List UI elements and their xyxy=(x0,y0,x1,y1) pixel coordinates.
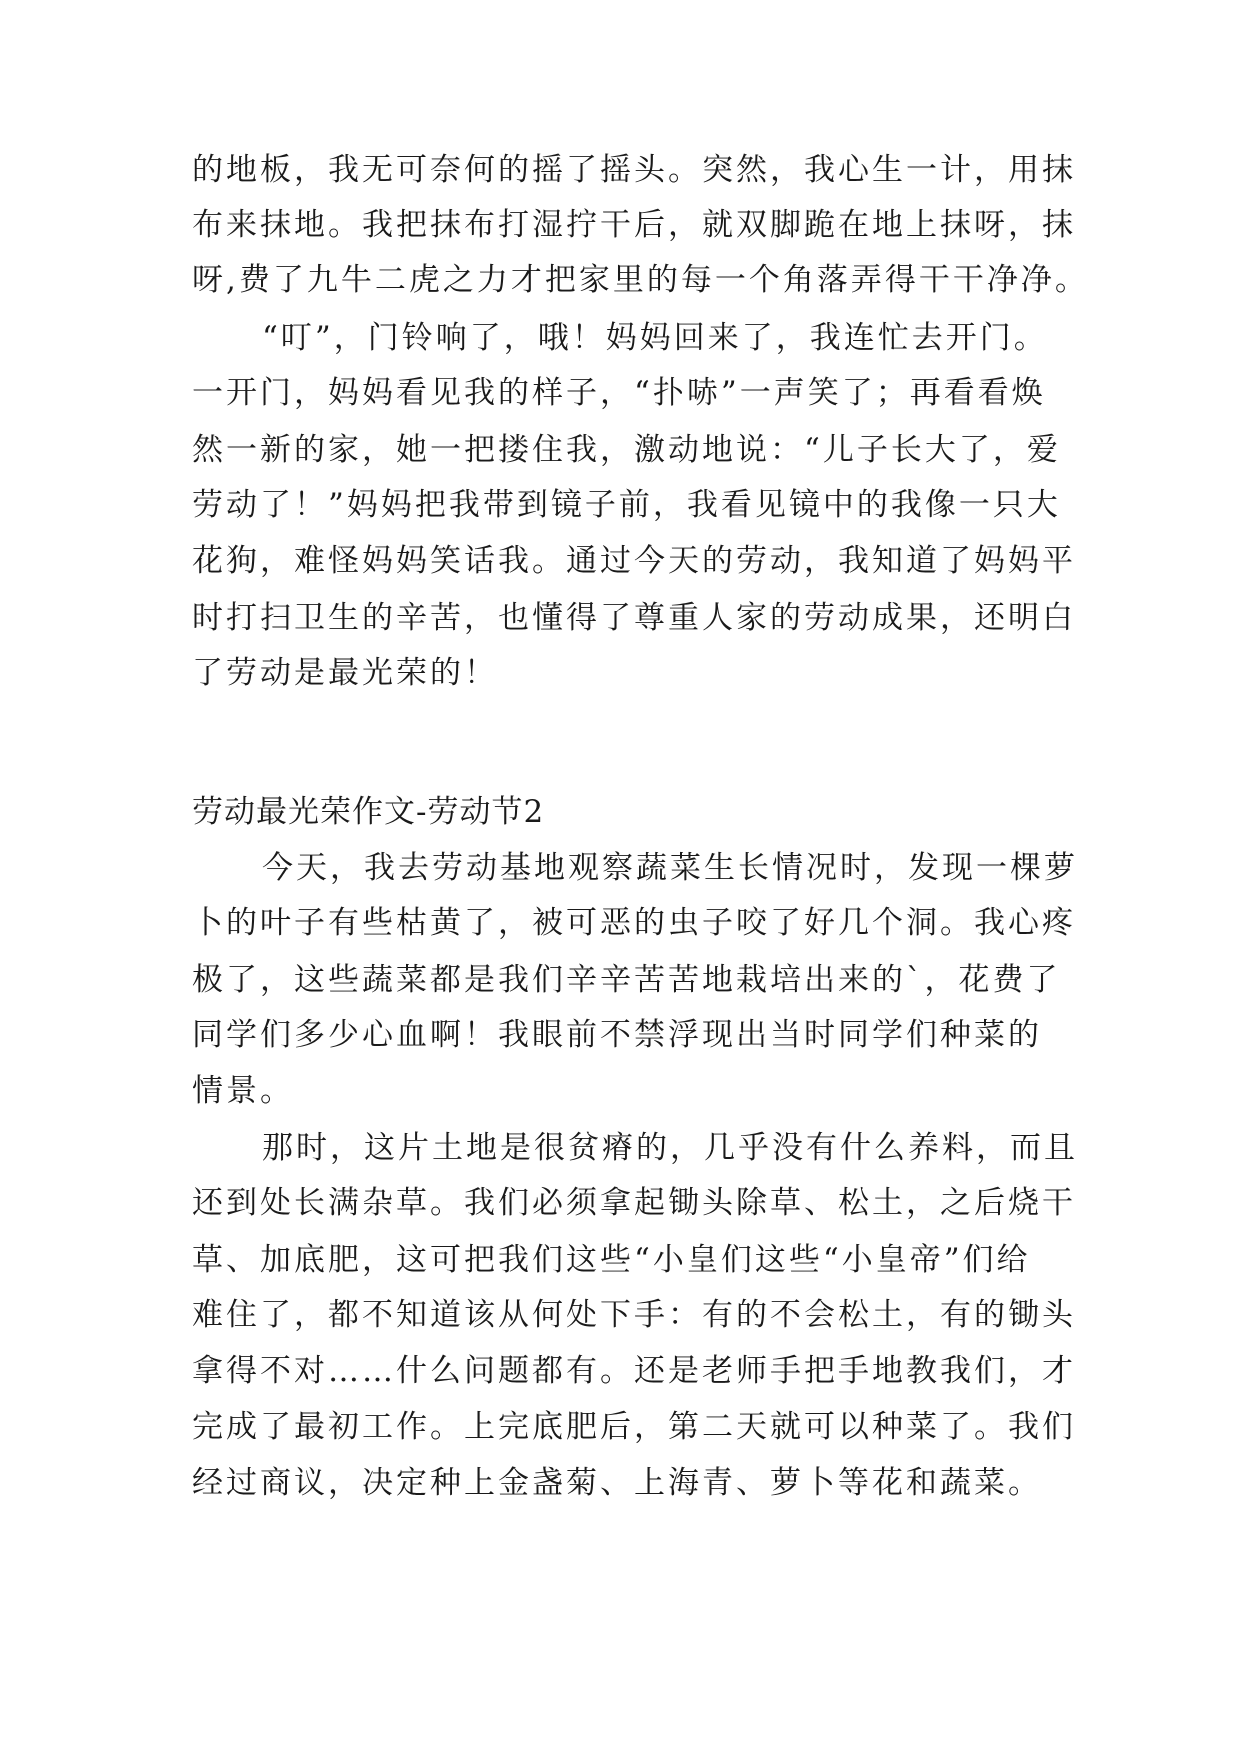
text-line: 呀,费了九牛二虎之力才把家里的每一个角落弄得干干净净。 xyxy=(192,262,1089,298)
text-line: 同学们多少心血啊！我眼前不禁浮现出当时同学们种菜的 xyxy=(192,1017,1042,1053)
text-line: 情景。 xyxy=(192,1073,294,1109)
text-line: 劳动了！”妈妈把我带到镜子前，我看见镜中的我像一只大 xyxy=(192,487,1061,523)
text-line: 布来抹地。我把抹布打湿拧干后，就双脚跪在地上抹呀，抹 xyxy=(192,207,1076,243)
text-line: 今天，我去劳动基地观察蔬菜生长情况时，发现一棵萝 xyxy=(262,850,1078,886)
text-line: 完成了最初工作。上完底肥后，第二天就可以种菜了。我们 xyxy=(192,1409,1076,1445)
text-line: 的地板，我无可奈何的摇了摇头。突然，我心生一计，用抹 xyxy=(192,152,1076,188)
text-line: 一开门，妈妈看见我的样子，“扑哧”一声笑了；再看看焕 xyxy=(192,375,1046,411)
text-line: 难住了，都不知道该从何处下手：有的不会松土，有的锄头 xyxy=(192,1297,1076,1333)
text-line: 了劳动是最光荣的！ xyxy=(192,655,498,691)
text-line: 卜的叶子有些枯黄了，被可恶的虫子咬了好几个洞。我心疼 xyxy=(192,905,1076,941)
text-line: 经过商议，决定种上金盏菊、上海青、萝卜等花和蔬菜。 xyxy=(192,1465,1042,1501)
section-title: 劳动最光荣作文-劳动节2 xyxy=(192,794,545,830)
text-line: 还到处长满杂草。我们必须拿起锄头除草、松土，之后烧干 xyxy=(192,1185,1076,1221)
text-line: “叮”，门铃响了，哦！妈妈回来了，我连忙去开门。 xyxy=(262,320,1048,356)
text-line: 极了，这些蔬菜都是我们辛辛苦苦地栽培出来的`，花费了 xyxy=(192,962,1061,998)
text-line: 拿得不对……什么问题都有。还是老师手把手地教我们，才 xyxy=(192,1353,1076,1389)
text-line: 时打扫卫生的辛苦，也懂得了尊重人家的劳动成果，还明白 xyxy=(192,600,1076,636)
text-line: 花狗，难怪妈妈笑话我。通过今天的劳动，我知道了妈妈平 xyxy=(192,543,1076,579)
text-line: 那时，这片土地是很贫瘠的，几乎没有什么养料，而且 xyxy=(262,1130,1078,1166)
text-line: 然一新的家，她一把搂住我，激动地说：“儿子长大了，爱 xyxy=(192,432,1061,468)
text-line: 草、加底肥，这可把我们这些“小皇们这些“小皇帝”们给 xyxy=(192,1242,1031,1278)
